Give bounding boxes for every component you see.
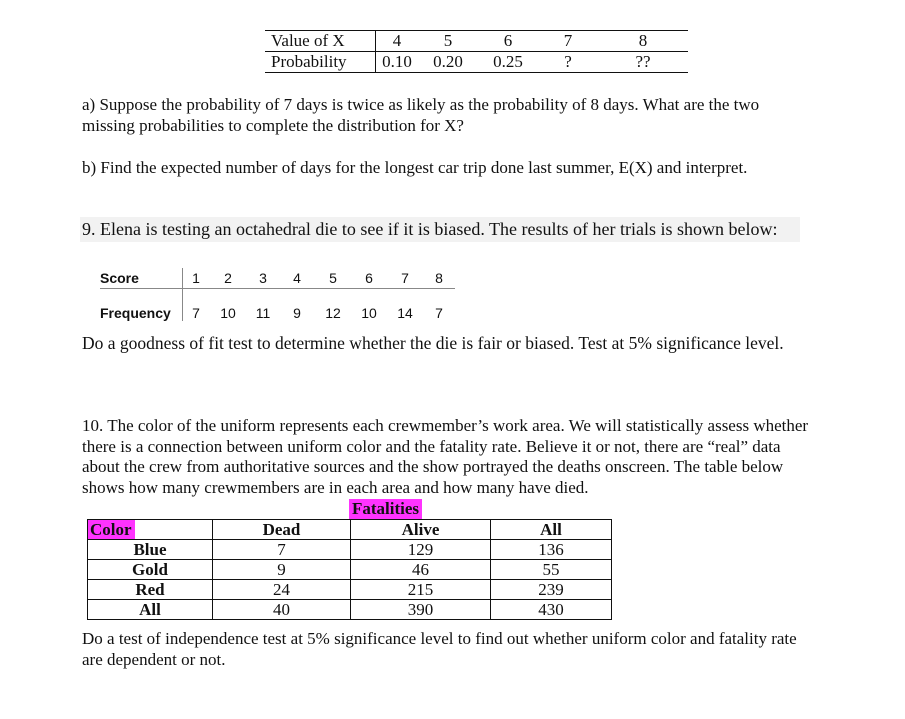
table-cell: ? bbox=[538, 52, 598, 73]
table-cell: 10 bbox=[220, 305, 236, 321]
table-row bbox=[88, 560, 612, 580]
question-9-text: 9. Elena is testing an octahedral die to see if it is biased. The results of her trials is shown below: bbox=[82, 219, 778, 239]
table-cell: 24 bbox=[213, 580, 351, 600]
question-9-instruction: Do a goodness of fit test to determine whether the die is fair or biased. Test at 5% significance level. bbox=[82, 333, 784, 353]
table-cell: 55 bbox=[491, 560, 612, 580]
all-header: All bbox=[491, 520, 612, 540]
table-cell: 7 bbox=[538, 31, 598, 52]
frequency-label: Frequency bbox=[100, 289, 183, 322]
table-cell: 8 bbox=[423, 268, 455, 289]
table-cell: 4 bbox=[279, 268, 315, 289]
table-cell: 12 bbox=[325, 305, 341, 321]
table-cell: 9 bbox=[293, 305, 301, 321]
table-cell: 7 bbox=[192, 305, 200, 321]
table-cell: 430 bbox=[491, 600, 612, 620]
table-cell: 239 bbox=[491, 580, 612, 600]
alive-header: Alive bbox=[351, 520, 491, 540]
question-10-line2: there is a connection between uniform color and the fatality rate. Believe it or not, there are “real” data bbox=[82, 436, 781, 456]
uniform-fatality-table bbox=[87, 519, 612, 620]
table-cell: 6 bbox=[351, 268, 387, 289]
row-label: Gold bbox=[88, 560, 213, 580]
table-cell: 3 bbox=[247, 268, 279, 289]
question-10-instruction-line2: are dependent or not. bbox=[82, 650, 226, 669]
color-header bbox=[88, 520, 213, 540]
table-cell: 4 bbox=[376, 31, 419, 52]
table-cell: 129 bbox=[351, 540, 491, 560]
table-cell: 11 bbox=[255, 305, 271, 321]
table-cell: 390 bbox=[351, 600, 491, 620]
table-cell: 215 bbox=[351, 580, 491, 600]
table-cell: 136 bbox=[491, 540, 612, 560]
table-header-row bbox=[88, 520, 612, 540]
die-results-table bbox=[100, 268, 455, 321]
question-10-text bbox=[82, 416, 862, 498]
row-label: Blue bbox=[88, 540, 213, 560]
table-cell: 1 bbox=[183, 268, 210, 289]
table-cell: 8 bbox=[598, 31, 688, 52]
table-cell: 2 bbox=[209, 268, 247, 289]
score-row bbox=[100, 268, 455, 289]
question-8a bbox=[82, 94, 842, 136]
question-8b: b) Find the expected number of days for the longest car trip done last summer, E(X) and interpret. bbox=[82, 158, 748, 177]
table-cell: 40 bbox=[213, 600, 351, 620]
table-cell: 9 bbox=[213, 560, 351, 580]
table-cell: 5 bbox=[315, 268, 351, 289]
question-8a-line1: a) Suppose the probability of 7 days is twice as likely as the probability of 8 days. What are the two bbox=[82, 95, 760, 114]
table-cell: 7 bbox=[213, 540, 351, 560]
fatalities-caption: Fatalities bbox=[349, 499, 422, 519]
table-cell: 6 bbox=[478, 31, 538, 52]
color-header-label: Color bbox=[88, 520, 135, 539]
table-cell: 10 bbox=[361, 305, 377, 321]
table-cell: 0.10 bbox=[376, 52, 419, 73]
table-row bbox=[265, 52, 688, 73]
question-10-line1: 10. The color of the uniform represents each crewmember’s work area. We will statistically assess whether bbox=[82, 416, 809, 435]
table-cell: ?? bbox=[598, 52, 688, 73]
table-row bbox=[88, 540, 612, 560]
table-cell: 5 bbox=[418, 31, 478, 52]
table-cell: 0.25 bbox=[478, 52, 538, 73]
table-row bbox=[265, 31, 688, 52]
table-row bbox=[88, 600, 612, 620]
table-cell: 0.20 bbox=[418, 52, 478, 73]
table-cell: 7 bbox=[387, 268, 423, 289]
table-cell: 14 bbox=[397, 305, 413, 321]
question-10-instruction bbox=[82, 628, 872, 670]
dead-header: Dead bbox=[213, 520, 351, 540]
question-10-line3: about the crew from authoritative sources and the show portrayed the deaths onscreen. The table below bbox=[82, 457, 784, 476]
row-label: Red bbox=[88, 580, 213, 600]
question-10-line4: shows how many crewmembers are in each area and how many have died. bbox=[82, 477, 589, 497]
table-cell: 46 bbox=[351, 560, 491, 580]
question-8a-line2: missing probabilities to complete the distribution for X? bbox=[82, 116, 464, 135]
frequency-row bbox=[100, 289, 455, 322]
score-label: Score bbox=[100, 268, 183, 289]
question-10-instruction-line1: Do a test of independence test at 5% significance level to find out whether uniform color and fatality rate bbox=[82, 629, 797, 648]
table-cell: 7 bbox=[435, 305, 443, 321]
table-row bbox=[88, 580, 612, 600]
row-label: All bbox=[88, 600, 213, 620]
value-of-x-label: Value of X bbox=[265, 31, 376, 52]
probability-label: Probability bbox=[265, 52, 376, 73]
probability-distribution-table bbox=[265, 30, 688, 73]
